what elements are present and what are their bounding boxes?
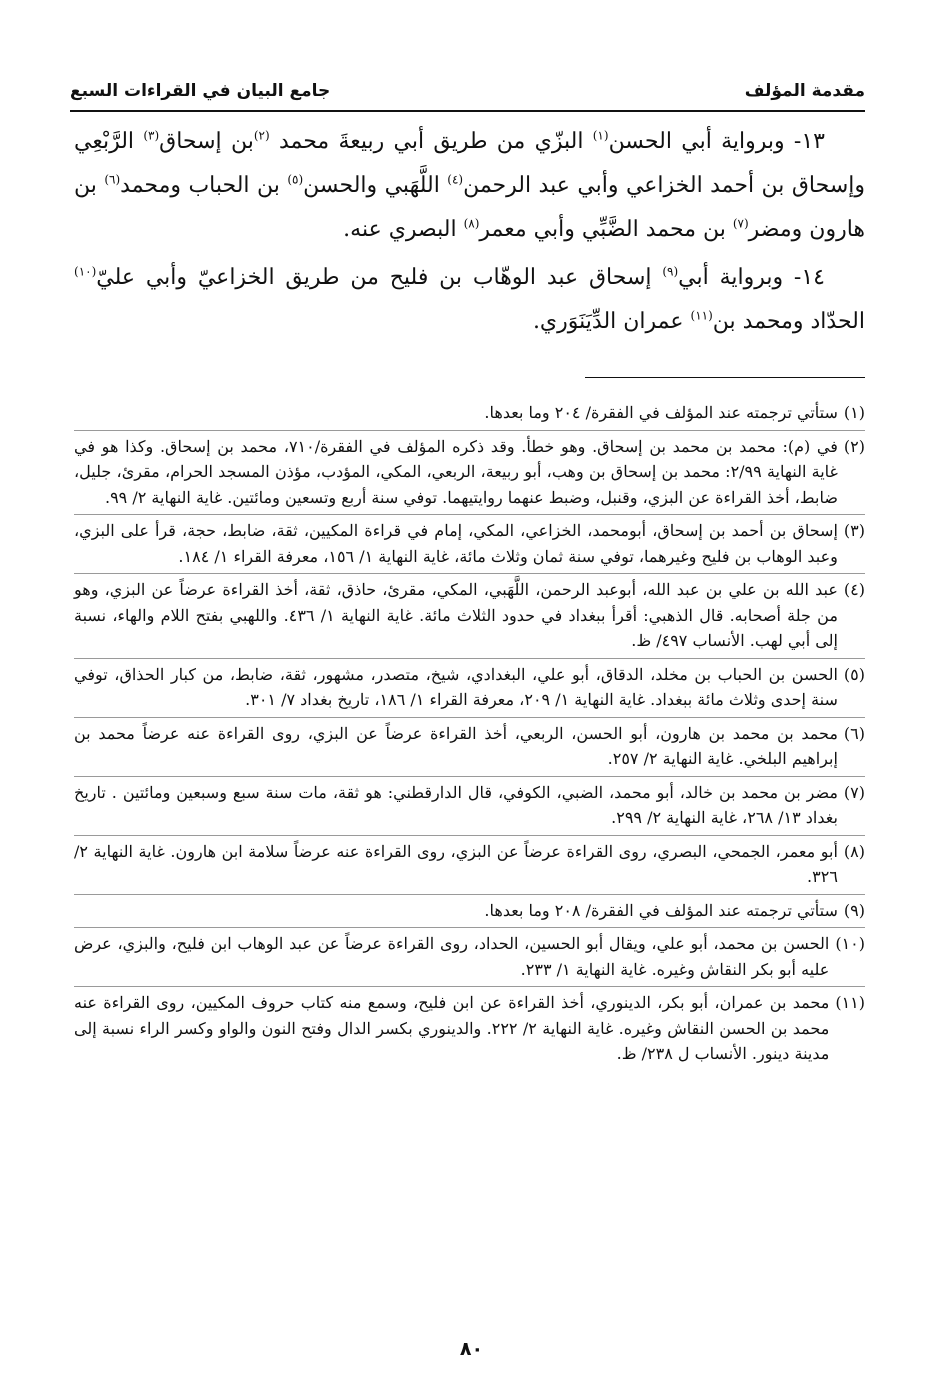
footnote-number: (١٠) — [835, 934, 865, 953]
footnote-text: ستأتي ترجمته عند المؤلف في الفقرة/ ٢٠٨ وما بعدها. — [484, 900, 838, 920]
main-text-run: بن محمد الضَّبِّي وأبي معمر — [479, 217, 733, 242]
footnote-number: (٥) — [843, 664, 865, 684]
main-text-run: ١٤- وبرواية أبي — [678, 265, 825, 290]
footnote — [74, 397, 865, 431]
footnote-text: أبو معمر، الجمحي، البصري، روى القراءة عرضاً عن البزي، روى القراءة عنه عرضاً سلامة ابن هارون. غاية النهاية ٢/ ٣٢٦. — [74, 841, 838, 886]
footnote — [74, 515, 865, 574]
main-text-run: الحدّاد ومحمد بن — [712, 309, 865, 334]
footnote — [74, 836, 865, 895]
footnote-reference: (٤) — [447, 172, 464, 187]
footnote — [74, 431, 865, 516]
footnote — [74, 574, 865, 659]
main-text-run: الرَّبْعِي وإسحاق بن أحمد الخزاعي وأبي عبد الرحمن — [74, 129, 866, 198]
footnote-number: (٧) — [843, 782, 865, 802]
footnote-reference: (٨) — [463, 216, 480, 231]
footnote — [74, 777, 865, 836]
running-header — [70, 74, 865, 108]
footnote-reference: (٥) — [287, 172, 304, 187]
footnote-reference: (١) — [592, 128, 609, 143]
main-text — [74, 120, 865, 348]
footnote-text: مضر بن محمد بن خالد، أبو محمد، الضبي، الكوفي، قال الدارقطني: هو ثقة، مات سنة سبع وسبعين ومائتين . تاريخ بغداد ١٣/ ٢٦٨، غاية النهاية ٢/ ٢٩٩. — [74, 782, 838, 827]
footnote-text: ستأتي ترجمته عند المؤلف في الفقرة/ ٢٠٤ وما بعدها. — [484, 403, 838, 422]
footnote-text: إسحاق بن أحمد بن إسحاق، أبومحمد، الخزاعي، المكي، إمام في قراءة المكيين، ثقة، ضابط، حجة، قرأ على البزي، وعبد الوهاب بن فليح وغيرهما، توفي سنة ثمان وثلاث مائة، غاية النهاية ١/ ١٥٦، معرفة القراء ١/ ١٨٤. — [74, 521, 838, 566]
footnote-text: عبد الله بن علي بن عبد الله، أبوعبد الرحمن، اللَّهَبي، المكي، مقرئ، حاذق، ثقة، أخذ القراءة عرضاً عن البزي، وهو من جلة أصحابه. قال الذهبي: أقرأ ببغداد في حدود الثلاث مائة. غاية النهاية ١/ ٤٣٦. واللهبي بفتح اللام والهاء، نسبة إلى أبي لهب. الأنساب ٤٩٧/ ظ. — [74, 580, 838, 650]
footnote — [74, 928, 865, 987]
footnote-text: الحسن بن محمد، أبو علي، ويقال أبو الحسين، الحداد، روى القراءة عرضاً عن عبد الوهاب ابن فليح، والبزي، عرض عليه أبو بكر النقاش وغيره. غاية النهاية ١/ ٢٣٣. — [74, 934, 830, 979]
main-text-run: عمران الدِّيَنَوَري. — [532, 309, 691, 334]
footnote-separator — [585, 377, 865, 378]
footnote — [74, 718, 865, 777]
footnote-text: محمد بن محمد بن هارون، أبو الحسن، الربعي، أخذ القراءة عرضاً عن البزي، روى القراءة عنه عرضاً محمد بن إبراهيم البلخي. غاية النهاية ٢/ ٢٥٧. — [74, 723, 838, 768]
footnote — [74, 895, 865, 929]
main-text-run: البصري عنه. — [343, 217, 464, 242]
footnote-text: محمد بن عمران، أبو بكر، الدينوري، أخذ القراءة عن ابن فليح، وسمع منه كتاب حروف المكيين، روى القراءة عنه محمد بن الحسن النقاش وغيره. غاية النهاية ٢/ ٢٢٢. والدينوري بكسر الدال وفتح النون والواو وكسر الراء نسبة إلى مدينة دينور. الأنساب ل ٢٣٨/ ظ. — [74, 993, 830, 1063]
footnote-text: الحسن بن الحباب بن مخلد، الدقاق، أبو علي، البغدادي، شيخ، متصدر، مشهور، ثقة، ضابط، من كبار الحذاق، توفي سنة إحدى وثلاث مائة ببغداد. غاية النهاية ١/ ٢٠٩، معرفة القراء ١/ ١٨٦، تاريخ بغداد ٧/ ٣٠١. — [74, 664, 838, 709]
main-text-run: اللَّهَبي والحسن — [303, 173, 448, 198]
main-paragraph — [74, 120, 865, 252]
main-text-run: ١٣- وبرواية أبي الحسن — [608, 129, 825, 154]
footnote-number: (١١) — [835, 993, 865, 1012]
main-paragraph — [74, 256, 865, 344]
main-text-run: بن هارون ومضر — [74, 173, 865, 242]
main-text-run: البزّي من طريق أبي ربيعةَ محمد — [269, 129, 593, 154]
main-text-run: بن الحباب ومحمد — [120, 173, 288, 198]
page-number: ٨٠ — [459, 1338, 484, 1360]
footnote-number: (٤) — [843, 580, 865, 599]
footnote-number: (٢) — [843, 436, 865, 456]
footnote-text: في (م): محمد بن محمد بن إسحاق. وهو خطأ. وقد ذكره المؤلف في الفقرة/٧١٠، محمد بن إسحاق. وكذا هو في غاية النهاية ٢/٩٩: محمد بن إسحاق بن وهب، أبو ربيعة، الربعي، المكي، المؤدب، مؤذن المسجد الحرام، مقرئ، جليل، ضابط، أخذ القراءة عن البزي، وقنبل، وضبط عنهما روايتيهما. توفي سنة أربع وتسعين ومائتين. غاية النهاية ٢/ ٩٩. — [74, 436, 838, 507]
footnote-number: (٨) — [843, 841, 865, 861]
footnote-reference: (٩) — [662, 264, 679, 279]
footnote-number: (٩) — [843, 900, 865, 920]
book-title: جامع البيان في القراءات السبع — [70, 81, 331, 101]
footnote — [74, 987, 865, 1071]
footnote-reference: (١٠) — [74, 264, 97, 279]
footnote-reference: (٣) — [143, 128, 160, 143]
footnote-reference: (٢) — [253, 128, 270, 143]
footnote-reference: (٧) — [732, 216, 749, 231]
main-text-run: إسحاق عبد الوهّاب بن فليح من طريق الخزاعيّ وأبي عليّ — [96, 265, 663, 290]
footnote-number: (١) — [843, 403, 865, 422]
footnote-reference: (١١) — [690, 308, 713, 323]
main-text-run: بن إسحاق — [159, 129, 254, 154]
footnote-reference: (٦) — [104, 172, 121, 187]
footnote-number: (٣) — [843, 521, 865, 540]
footnote-number: (٦) — [843, 723, 865, 743]
section-title: مقدمة المؤلف — [744, 81, 865, 101]
footnote — [74, 659, 865, 718]
footnotes — [74, 397, 865, 1071]
header-divider — [70, 110, 865, 112]
